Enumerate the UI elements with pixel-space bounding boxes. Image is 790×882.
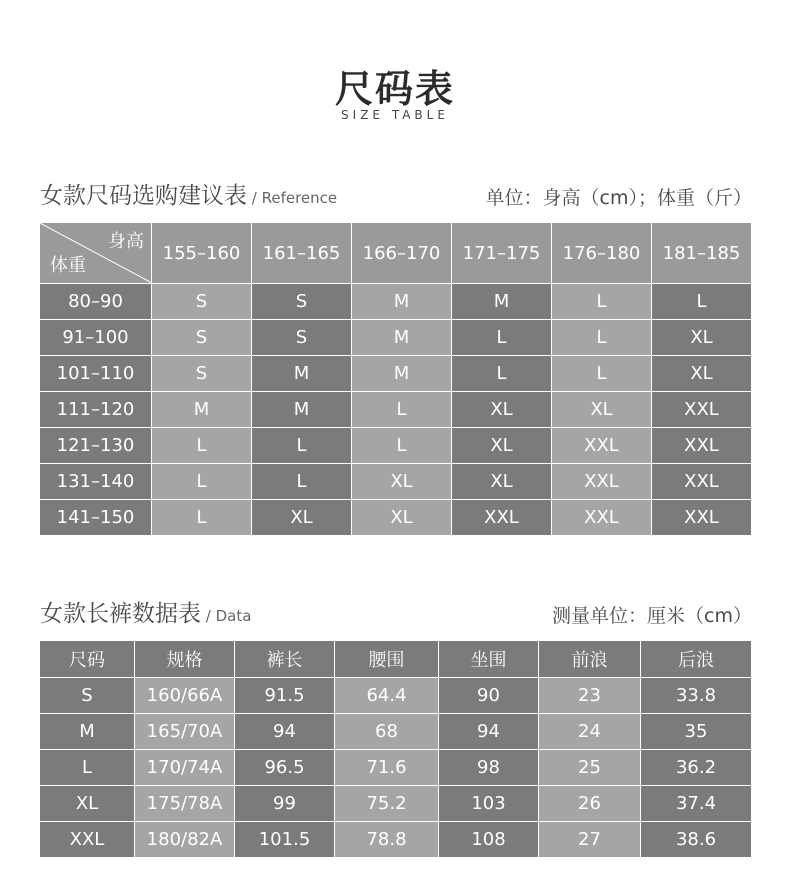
pants-cell: XXL xyxy=(40,822,135,858)
pants-cell: 91.5 xyxy=(235,678,335,714)
size-section-unit: 单位：身高（cm）；体重（斤） xyxy=(485,187,752,209)
weight-cell: 141–150 xyxy=(40,500,152,536)
corner-weight-label: 体重 xyxy=(50,255,86,276)
pants-cell: 35 xyxy=(641,714,752,750)
table-row xyxy=(40,428,752,464)
pants-cell: 94 xyxy=(439,714,539,750)
size-cell: XL xyxy=(552,392,652,428)
size-cell: XXL xyxy=(452,500,552,536)
pants-cell: L xyxy=(40,750,135,786)
table-row xyxy=(40,464,752,500)
size-cell: XXL xyxy=(652,500,752,536)
size-cell: M xyxy=(252,392,352,428)
pants-cell: 25 xyxy=(539,750,641,786)
size-section-title-wrap xyxy=(40,177,337,210)
weight-cell: 131–140 xyxy=(40,464,152,500)
height-column-header: 181–185 xyxy=(652,223,752,284)
table-row xyxy=(40,500,752,536)
size-cell: L xyxy=(552,284,652,320)
pants-cell: 64.4 xyxy=(335,678,439,714)
size-cell: M xyxy=(352,320,452,356)
size-cell: L xyxy=(252,428,352,464)
pants-cell: 98 xyxy=(439,750,539,786)
pants-column-header: 腰围 xyxy=(335,641,439,678)
pants-cell: 38.6 xyxy=(641,822,752,858)
pants-cell: 33.8 xyxy=(641,678,752,714)
size-cell: XL xyxy=(452,464,552,500)
height-column-header: 155–160 xyxy=(152,223,252,284)
size-cell: M xyxy=(152,392,252,428)
pants-column-header: 裤长 xyxy=(235,641,335,678)
size-cell: XXL xyxy=(552,500,652,536)
pants-cell: 108 xyxy=(439,822,539,858)
size-cell: XXL xyxy=(652,428,752,464)
size-cell: L xyxy=(552,356,652,392)
pants-cell: 90 xyxy=(439,678,539,714)
pants-cell: 101.5 xyxy=(235,822,335,858)
pants-cell: 165/70A xyxy=(135,714,235,750)
pants-cell: 160/66A xyxy=(135,678,235,714)
pants-cell: 175/78A xyxy=(135,786,235,822)
pants-cell: 23 xyxy=(539,678,641,714)
pants-cell: 96.5 xyxy=(235,750,335,786)
size-cell: M xyxy=(352,284,452,320)
height-column-header: 176–180 xyxy=(552,223,652,284)
size-section-title-suffix: / Reference xyxy=(247,189,338,207)
size-cell: XXL xyxy=(552,464,652,500)
size-cell: M xyxy=(252,356,352,392)
table-row xyxy=(40,392,752,428)
pants-cell: 103 xyxy=(439,786,539,822)
size-table-body xyxy=(40,284,752,536)
pants-cell: 27 xyxy=(539,822,641,858)
size-cell: XXL xyxy=(552,428,652,464)
page-subtitle: SIZE TABLE xyxy=(341,108,449,122)
size-table-header-row xyxy=(40,223,752,284)
pants-cell: 180/82A xyxy=(135,822,235,858)
size-cell: XL xyxy=(352,500,452,536)
pants-column-header: 尺码 xyxy=(40,641,135,678)
pants-cell: 36.2 xyxy=(641,750,752,786)
pants-cell: 94 xyxy=(235,714,335,750)
pants-cell: XL xyxy=(40,786,135,822)
size-cell: S xyxy=(152,320,252,356)
pants-cell: 170/74A xyxy=(135,750,235,786)
size-section-title: 女款尺码选购建议表 xyxy=(40,183,247,209)
size-cell: XXL xyxy=(652,464,752,500)
size-cell: S xyxy=(252,284,352,320)
weight-cell: 80–90 xyxy=(40,284,152,320)
pants-cell: M xyxy=(40,714,135,750)
table-row xyxy=(40,320,752,356)
size-cell: L xyxy=(452,320,552,356)
height-column-header: 161–165 xyxy=(252,223,352,284)
size-cell: M xyxy=(452,284,552,320)
pants-cell: 75.2 xyxy=(335,786,439,822)
size-cell: L xyxy=(152,464,252,500)
pants-data-table xyxy=(39,640,752,858)
size-cell: L xyxy=(552,320,652,356)
pants-section-title-wrap xyxy=(40,595,251,628)
pants-cell: 26 xyxy=(539,786,641,822)
weight-cell: 101–110 xyxy=(40,356,152,392)
size-cell: L xyxy=(152,500,252,536)
size-section-header xyxy=(40,180,752,210)
size-cell: L xyxy=(352,392,452,428)
size-cell: S xyxy=(152,356,252,392)
size-cell: XL xyxy=(452,428,552,464)
pants-column-header: 后浪 xyxy=(641,641,752,678)
pants-section-title-suffix: / Data xyxy=(201,607,252,625)
table-row xyxy=(40,284,752,320)
pants-section-title: 女款长裤数据表 xyxy=(40,601,201,627)
weight-cell: 121–130 xyxy=(40,428,152,464)
size-cell: XXL xyxy=(652,392,752,428)
size-cell: L xyxy=(452,356,552,392)
table-row xyxy=(40,714,752,750)
pants-cell: 37.4 xyxy=(641,786,752,822)
size-table-corner-cell xyxy=(40,223,152,284)
height-column-header: 166–170 xyxy=(352,223,452,284)
pants-column-header: 坐围 xyxy=(439,641,539,678)
pants-column-header: 规格 xyxy=(135,641,235,678)
size-cell: XL xyxy=(652,356,752,392)
table-row xyxy=(40,750,752,786)
pants-table-header-row xyxy=(40,641,752,678)
weight-cell: 91–100 xyxy=(40,320,152,356)
height-column-header: 171–175 xyxy=(452,223,552,284)
pants-cell: 78.8 xyxy=(335,822,439,858)
pants-column-header: 前浪 xyxy=(539,641,641,678)
page-title: 尺码表 xyxy=(334,67,455,111)
size-cell: L xyxy=(152,428,252,464)
size-cell: L xyxy=(352,428,452,464)
size-recommendation-table xyxy=(39,222,752,536)
size-cell: S xyxy=(152,284,252,320)
pants-section-unit: 测量单位：厘米（cm） xyxy=(552,605,752,627)
size-cell: XL xyxy=(352,464,452,500)
table-row xyxy=(40,678,752,714)
size-cell: XL xyxy=(652,320,752,356)
table-row xyxy=(40,786,752,822)
pants-cell: 68 xyxy=(335,714,439,750)
size-cell: M xyxy=(352,356,452,392)
corner-height-label: 身高 xyxy=(108,231,144,252)
size-cell: XL xyxy=(452,392,552,428)
size-cell: S xyxy=(252,320,352,356)
pants-cell: S xyxy=(40,678,135,714)
pants-cell: 24 xyxy=(539,714,641,750)
table-row xyxy=(40,822,752,858)
pants-section-header xyxy=(40,598,752,628)
size-cell: L xyxy=(252,464,352,500)
pants-cell: 71.6 xyxy=(335,750,439,786)
table-row xyxy=(40,356,752,392)
weight-cell: 111–120 xyxy=(40,392,152,428)
size-cell: XL xyxy=(252,500,352,536)
pants-table-body xyxy=(40,678,752,858)
pants-cell: 99 xyxy=(235,786,335,822)
size-cell: L xyxy=(652,284,752,320)
